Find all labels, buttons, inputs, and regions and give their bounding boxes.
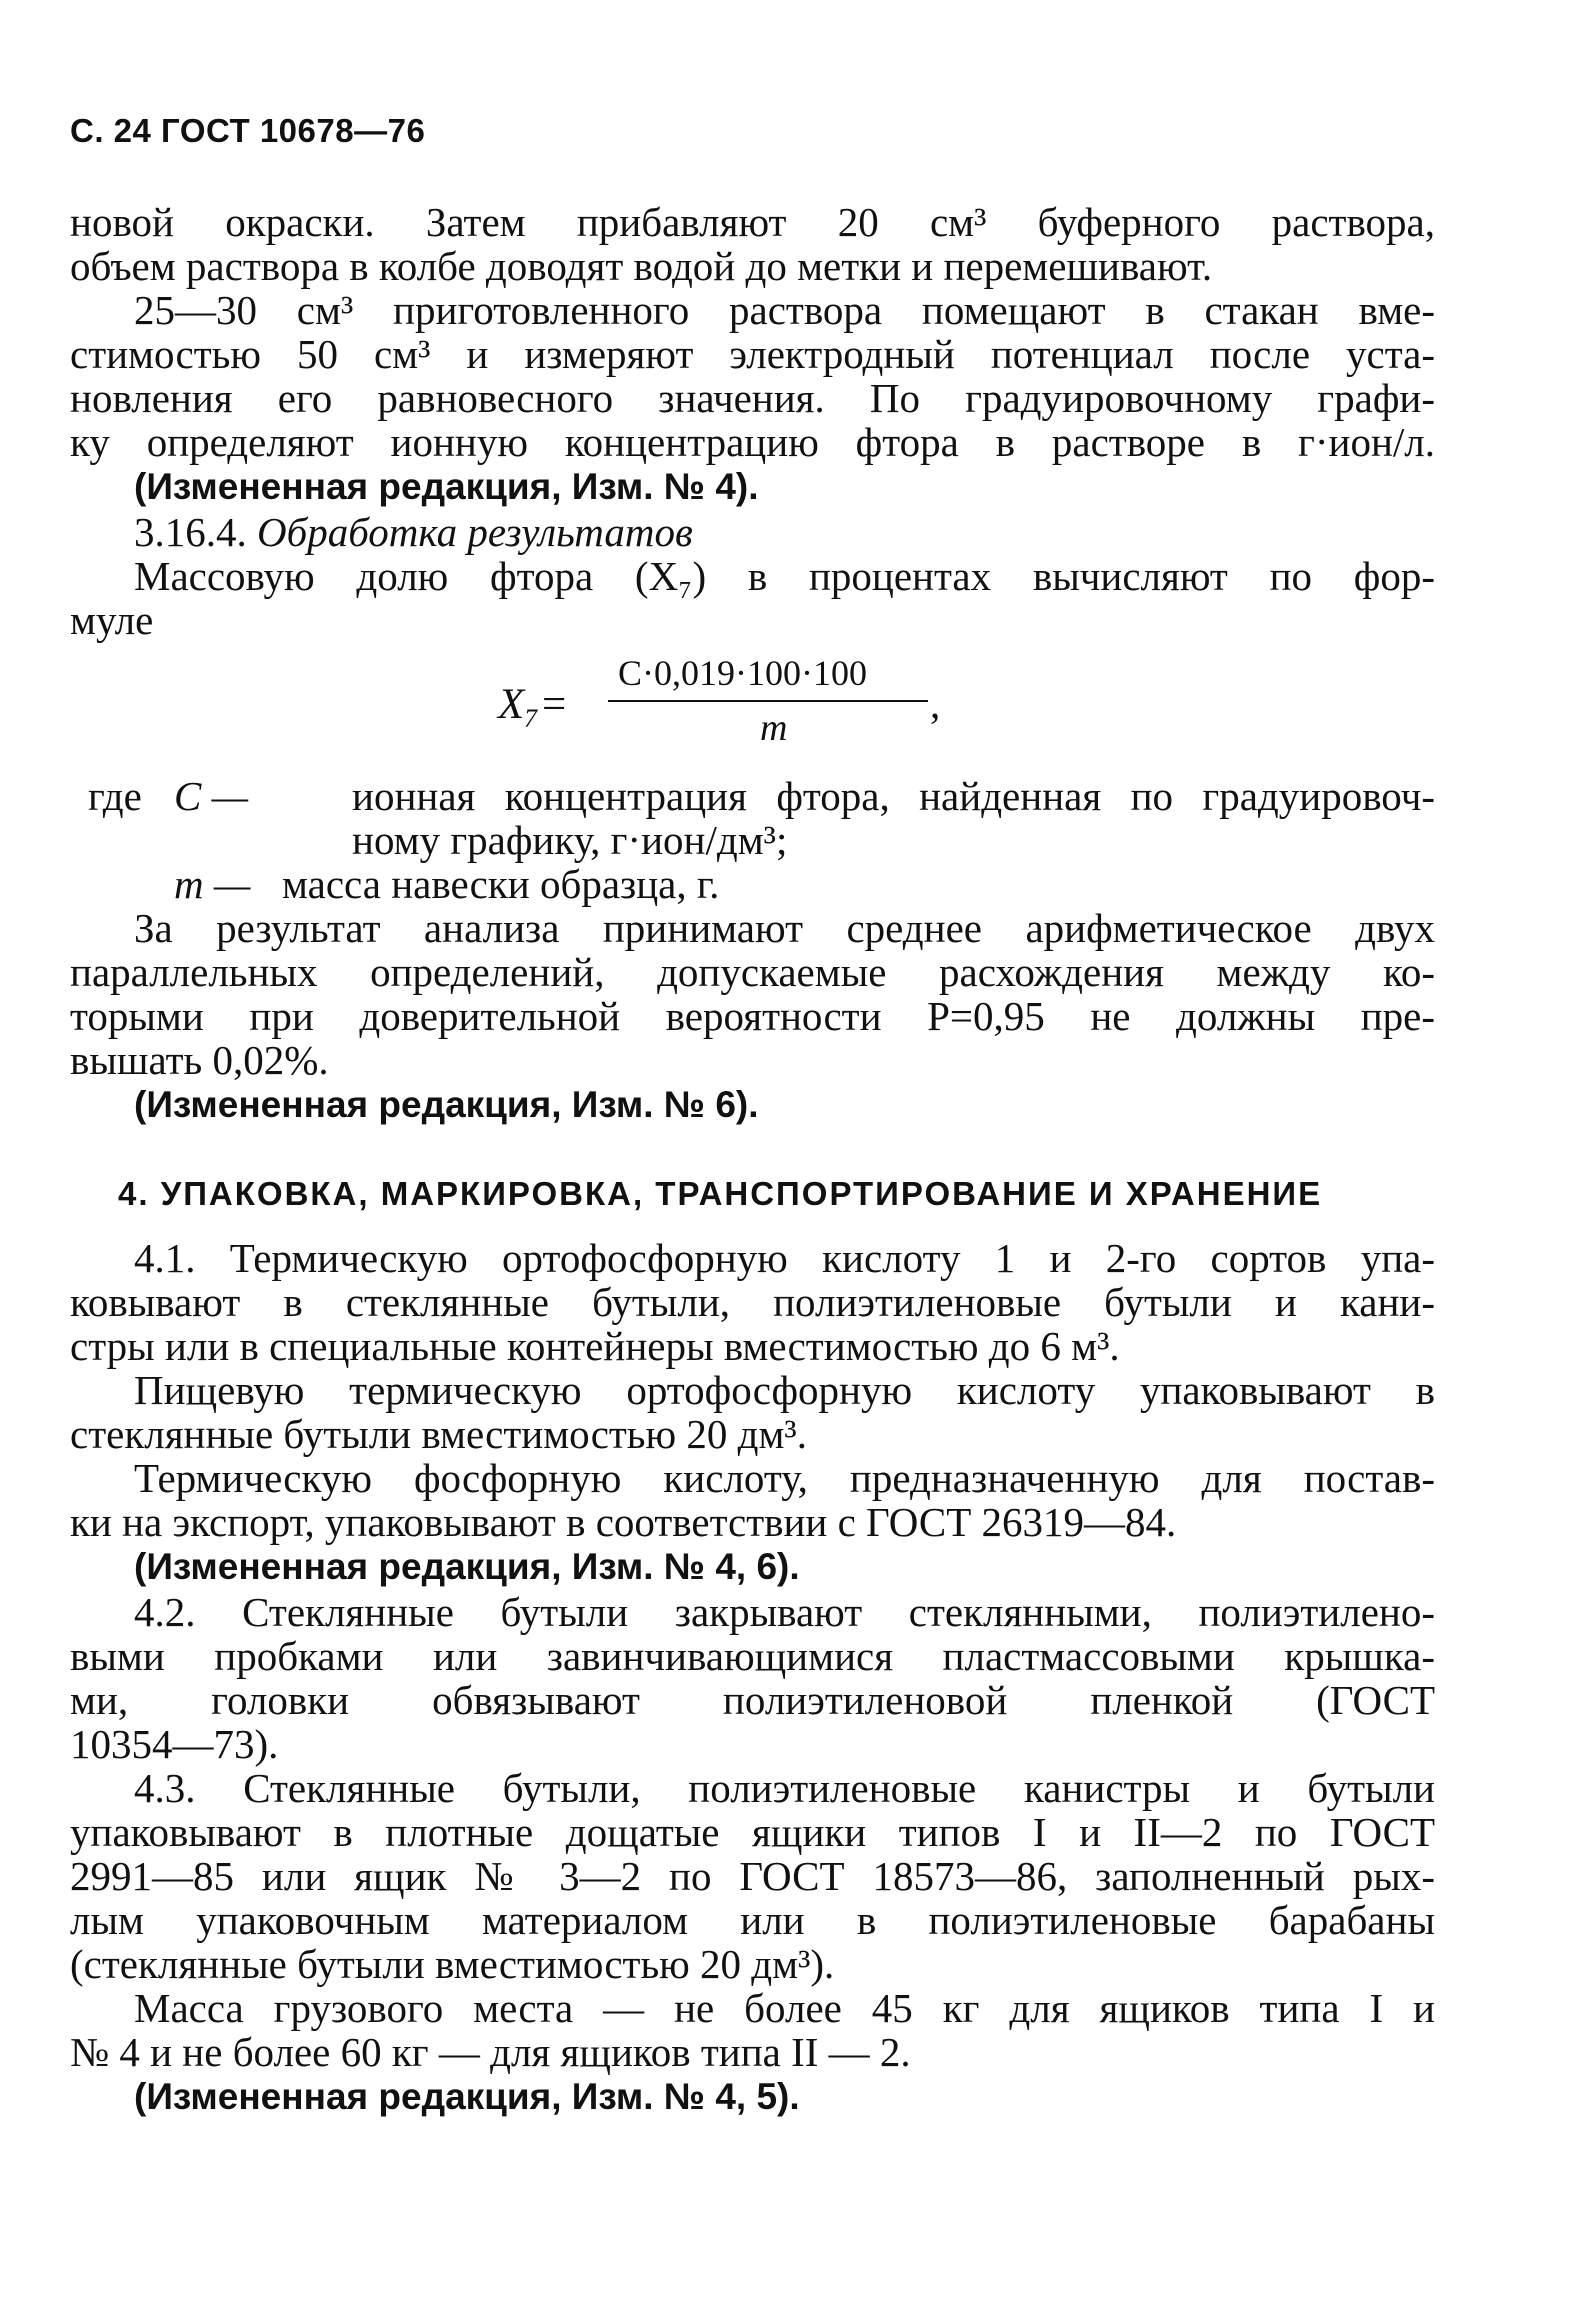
- text-line: ки на экспорт, упаковывают в соответствии с ГОСТ 26319—84.: [70, 1499, 1177, 1545]
- text-line: Пищевую термическую ортофосфорную кислоту упаковывают в: [134, 1367, 1435, 1413]
- subsection-name: Обработка результатов: [257, 509, 693, 555]
- text-line: Термическую фосфорную кислоту, предназначенную для постав-: [134, 1455, 1435, 1501]
- where-row: [70, 818, 1435, 862]
- text-line: № 4 и не более 60 кг — для ящиков типа II — 2.: [70, 2029, 911, 2075]
- text-line: За результат анализа принимают среднее арифметическое двух: [134, 905, 1435, 951]
- text-line: Массовую долю фтора (X₇) в процентах вычисляют по фор-: [134, 553, 1435, 599]
- where-symbol: m —: [174, 861, 251, 907]
- where-symbol: C —: [174, 773, 249, 819]
- text-line: стры или в специальные контейнеры вместимостью до 6 м³.: [70, 1323, 1120, 1369]
- text-line: новой окраски. Затем прибавляют 20 см³ буферного раствора,: [70, 199, 1435, 245]
- fraction-bar: [608, 700, 928, 702]
- where-lead: где: [88, 773, 142, 819]
- subsection-number: 3.16.4.: [134, 509, 247, 555]
- where-row: [70, 862, 1435, 906]
- text-line: параллельных определений, допускаемые расхождения между ко-: [70, 949, 1435, 995]
- formula-trail: ,: [930, 681, 941, 727]
- text-line: стеклянные бутыли вместимостью 20 дм³.: [70, 1411, 807, 1457]
- text-line: выми пробками или завинчивающимися пластмассовыми крышка-: [70, 1633, 1435, 1679]
- text-line: новления его равновесного значения. По градуировочному графи-: [70, 375, 1435, 421]
- text-line: ку определяют ионную концентрацию фтора в растворе в г·ион/л.: [70, 419, 1435, 465]
- formula-numerator: C·0,019·100·100: [618, 653, 867, 693]
- text-line: объем раствора в колбе доводят водой до метки и перемешивают.: [70, 243, 1213, 289]
- where-desc: масса навески образца, г.: [282, 861, 720, 907]
- text-line: вышать 0,02%.: [70, 1037, 329, 1083]
- text-line: 25—30 см³ приготовленного раствора помещают в стакан вме-: [134, 287, 1435, 333]
- paragraph-result: [70, 906, 1435, 1128]
- section-heading: 4. УПАКОВКА, МАРКИРОВКА, ТРАНСПОРТИРОВАНИЕ И ХРАНЕНИЕ: [118, 1175, 1323, 1212]
- text-line: торыми при доверительной вероятности P=0,95 не должны пре-: [70, 993, 1435, 1039]
- paragraph-3-16-3-end: [70, 200, 1435, 642]
- text-line: 4.2. Стеклянные бутыли закрывают стеклянными, полиэтилено-: [134, 1589, 1435, 1635]
- page-header: С. 24 ГОСТ 10678—76: [70, 112, 426, 149]
- text-line: упаковывают в плотные дощатые ящики типов I и II—2 по ГОСТ: [70, 1809, 1435, 1855]
- text-line: (стеклянные бутыли вместимостью 20 дм³).: [70, 1941, 835, 1987]
- formula-denominator: m: [760, 707, 788, 749]
- formula-x7: [498, 652, 958, 762]
- text-line: ковывают в стеклянные бутыли, полиэтиленовые бутыли и кани-: [70, 1279, 1435, 1325]
- text-line: 4.1. Термическую ортофосфорную кислоту 1 и 2-го сортов упа-: [134, 1235, 1435, 1281]
- edit-note: (Измененная редакция, Изм. № 4, 6).: [134, 1546, 800, 1587]
- formula-lhs: X₇=: [498, 681, 569, 728]
- text-line: 2991—85 или ящик № 3—2 по ГОСТ 18573—86, заполненный рых-: [70, 1853, 1435, 1899]
- section-4-body: [70, 1236, 1435, 2120]
- text-line: 4.3. Стеклянные бутыли, полиэтиленовые канистры и бутыли: [134, 1765, 1435, 1811]
- text-line: 10354—73).: [70, 1721, 279, 1767]
- subsection-title: [70, 510, 1435, 554]
- text-line: муле: [70, 597, 154, 643]
- edit-note: (Измененная редакция, Изм. № 4).: [134, 466, 759, 507]
- where-clause: [70, 774, 1435, 906]
- text-line: Масса грузового места — не более 45 кг для ящиков типа I и: [134, 1985, 1435, 2031]
- where-desc: ионная концентрация фтора, найденная по градуировоч-: [352, 773, 1435, 819]
- where-desc: ному графику, г·ион/дм³;: [352, 817, 788, 863]
- edit-note: (Измененная редакция, Изм. № 6).: [134, 1084, 759, 1125]
- text-line: ми, головки обвязывают полиэтиленовой пленкой (ГОСТ: [70, 1677, 1435, 1723]
- edit-note: (Измененная редакция, Изм. № 4, 5).: [134, 2076, 800, 2117]
- where-row: [70, 774, 1435, 818]
- text-line: стимостью 50 см³ и измеряют электродный потенциал после уста-: [70, 331, 1435, 377]
- text-line: лым упаковочным материалом или в полиэтиленовые барабаны: [70, 1897, 1435, 1943]
